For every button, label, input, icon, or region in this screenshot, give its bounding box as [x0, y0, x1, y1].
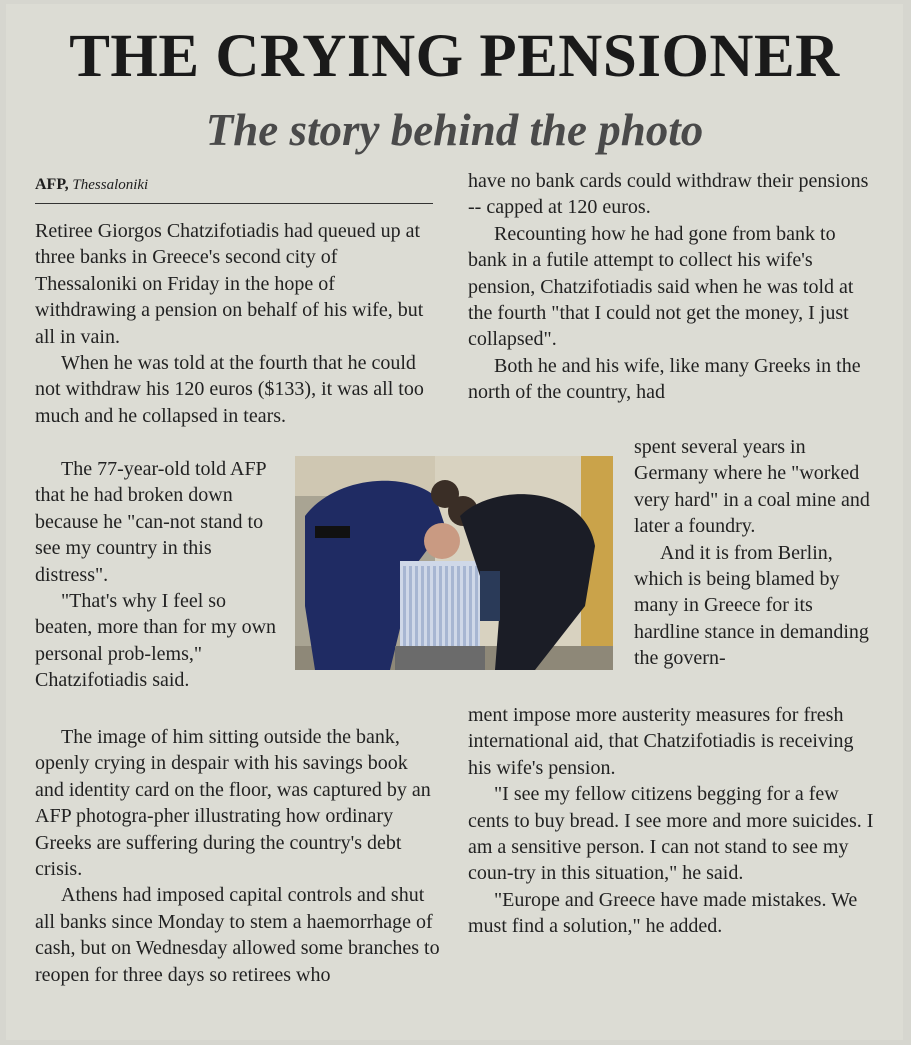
byline-location: Thessaloniki [72, 177, 149, 193]
paragraph: "Europe and Greece have made mistakes. We must find a solution," he added. [468, 888, 858, 938]
paragraph: ment impose more austerity measures for fresh international aid, that Chatzifotiadis is receiving his wife's pension. [468, 704, 854, 779]
paragraph: "That's why I feel so beaten, more than for my own personal prob-lems," Chatzifotiadis said. [35, 590, 277, 692]
photo-crying-pensioner-icon [295, 456, 613, 670]
paragraph: have no bank cards could withdraw their pensions -- capped at 120 euros. [468, 170, 869, 219]
paragraph: "I see my fellow citizens begging for a few cents to buy bread. I see more and more suicides. I am a sensitive person. I can not stand to see my coun-try in this situation," he said. [468, 783, 874, 885]
paragraph: The 77-year-old told AFP that he had broken down because he "can-not stand to see my country in this distress". [35, 458, 266, 586]
paragraph: spent several years in Germany where he "worked very hard" in a coal mine and later a foundry. [634, 436, 870, 538]
paragraph: And it is from Berlin, which is being blamed by many in Greece for its hardline stance in demanding the govern- [634, 541, 869, 670]
left-column-wrap [35, 456, 285, 694]
byline [35, 176, 433, 204]
paragraph: Retiree Giorgos Chatzifotiadis had queued up at three banks in Greece's second city of Thessaloniki on Friday in the hope of withdrawing a pension on behalf of his wife, but all in vain. [35, 220, 424, 348]
paragraph: The image of him sitting outside the bank, openly crying in despair with his savings book and identity card on the floor, was captured by an AFP photogra-pher illustrating how ordinary Greeks are suffering during the country's debt crisis. [35, 726, 431, 881]
paragraph: Athens had imposed capital controls and shut all banks since Monday to stem a haemorrhage of cash, but on Wednesday allowed some branches to reopen for three days so retirees who [35, 884, 440, 986]
headline: THE CRYING PENSIONER [69, 23, 840, 90]
paragraph: Both he and his wife, like many Greeks in the north of the country, had [468, 354, 861, 404]
byline-agency: AFP, [35, 176, 69, 193]
left-column-top [35, 218, 440, 429]
right-column-bottom [468, 702, 878, 940]
right-column-top [468, 168, 878, 406]
right-column-wrap [634, 434, 879, 672]
newspaper-page [6, 4, 903, 1040]
left-column-bottom [35, 724, 440, 988]
paragraph: Recounting how he had gone from bank to bank in a futile attempt to collect his wife's pension, Chatzifotiadis said when he was told at the fourth "that I could not get the money, I just collapsed". [468, 222, 854, 351]
news-photo [295, 456, 613, 670]
subheadline: The story behind the photo [205, 105, 704, 155]
paragraph: When he was told at the fourth that he could not withdraw his 120 euros ($133), it was all too much and he collapsed in tears. [35, 352, 424, 427]
